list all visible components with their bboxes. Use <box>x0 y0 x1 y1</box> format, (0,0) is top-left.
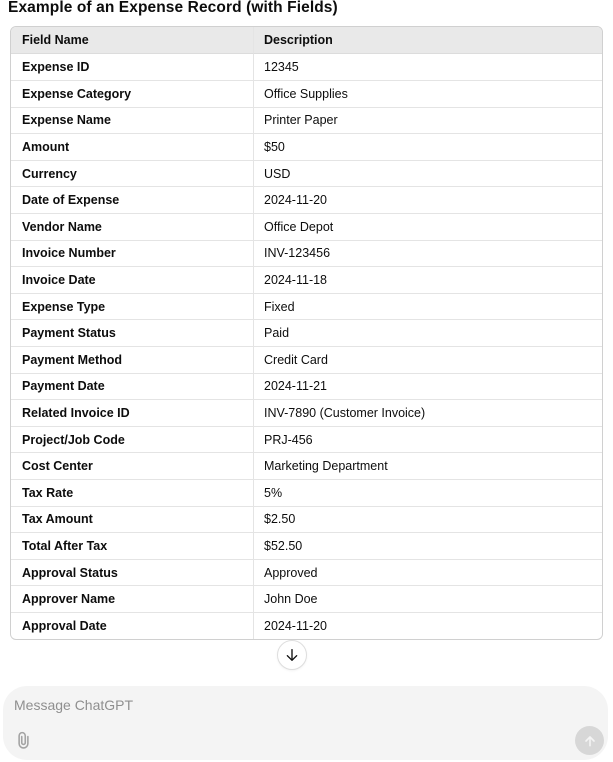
message-input[interactable] <box>14 697 594 721</box>
table-row <box>11 80 602 107</box>
field-name-cell: Expense Type <box>11 293 253 320</box>
message-composer[interactable] <box>3 686 608 760</box>
description-cell: Paid <box>253 319 602 346</box>
field-name-cell: Project/Job Code <box>11 426 253 453</box>
description-cell: INV-123456 <box>253 240 602 267</box>
description-cell: 5% <box>253 479 602 506</box>
description-cell: Credit Card <box>253 346 602 373</box>
field-name-cell: Vendor Name <box>11 213 253 240</box>
field-name-cell: Related Invoice ID <box>11 399 253 426</box>
description-cell: USD <box>253 160 602 187</box>
table-row <box>11 426 602 453</box>
send-button[interactable] <box>575 726 604 755</box>
description-cell: $2.50 <box>253 506 602 533</box>
table-row <box>11 293 602 320</box>
column-header-field-name: Field Name <box>11 27 253 54</box>
paperclip-icon <box>13 730 34 751</box>
field-name-cell: Expense ID <box>22 59 90 74</box>
field-name-cell: Approval Date <box>11 612 253 639</box>
table-row <box>11 240 602 267</box>
table-row <box>11 559 602 586</box>
expense-table-body <box>11 54 602 639</box>
table-row <box>11 160 602 187</box>
field-name-cell: Tax Amount <box>11 506 253 533</box>
description-cell: 12345 <box>253 54 602 81</box>
field-name-cell: Expense Category <box>11 80 253 107</box>
table-row <box>11 346 602 373</box>
description-cell: Fixed <box>253 293 602 320</box>
field-name-cell: Total After Tax <box>11 532 253 559</box>
table-row <box>11 479 602 506</box>
table-header <box>11 27 602 54</box>
field-name-cell: Invoice Date <box>11 266 253 293</box>
description-cell: Office Depot <box>253 213 602 240</box>
description-cell: Office Supplies <box>253 80 602 107</box>
table-row <box>11 585 602 612</box>
table-row <box>11 213 602 240</box>
table-header-row <box>11 27 602 54</box>
description-cell: 2024-11-20 <box>253 612 602 639</box>
description-cell: Approved <box>253 559 602 586</box>
field-name-cell: Payment Method <box>11 346 253 373</box>
description-cell: PRJ-456 <box>253 426 602 453</box>
description-cell: $50 <box>253 133 602 160</box>
description-cell: $52.50 <box>253 532 602 559</box>
table-row <box>11 373 602 400</box>
attach-file-button[interactable] <box>10 727 36 753</box>
arrow-down-icon <box>284 647 300 663</box>
field-name-cell: Date of Expense <box>11 186 253 213</box>
table-row <box>11 506 602 533</box>
table-row <box>11 532 602 559</box>
arrow-up-icon <box>582 733 598 749</box>
field-name-cell: Payment Status <box>11 319 253 346</box>
expense-record-table <box>10 26 603 640</box>
field-name-cell: Currency <box>11 160 253 187</box>
description-cell: 2024-11-18 <box>253 266 602 293</box>
table-row <box>11 452 602 479</box>
field-name-cell: Expense Name <box>11 107 253 134</box>
description-cell: Printer Paper <box>253 107 602 134</box>
table-row <box>11 319 602 346</box>
column-header-description: Description <box>253 27 602 54</box>
field-name-cell: Payment Date <box>11 373 253 400</box>
table-row <box>11 399 602 426</box>
description-cell: John Doe <box>253 585 602 612</box>
table-row <box>11 266 602 293</box>
description-cell: INV-7890 (Customer Invoice) <box>253 399 602 426</box>
description-cell: 2024-11-21 <box>253 373 602 400</box>
table-row <box>11 612 602 639</box>
table-row <box>11 133 602 160</box>
field-name-cell: Invoice Number <box>11 240 253 267</box>
description-cell: Marketing Department <box>253 452 602 479</box>
scroll-to-bottom-button[interactable] <box>277 640 307 670</box>
field-name-cell: Cost Center <box>11 452 253 479</box>
table-row <box>11 107 602 134</box>
table-row <box>11 54 602 81</box>
field-name-cell: Approval Status <box>11 559 253 586</box>
page-title: Example of an Expense Record (with Fields) <box>8 0 338 16</box>
field-name-cell: Tax Rate <box>11 479 253 506</box>
table-row <box>11 186 602 213</box>
field-name-cell: Amount <box>11 133 253 160</box>
description-cell: 2024-11-20 <box>253 186 602 213</box>
field-name-cell: Approver Name <box>11 585 253 612</box>
